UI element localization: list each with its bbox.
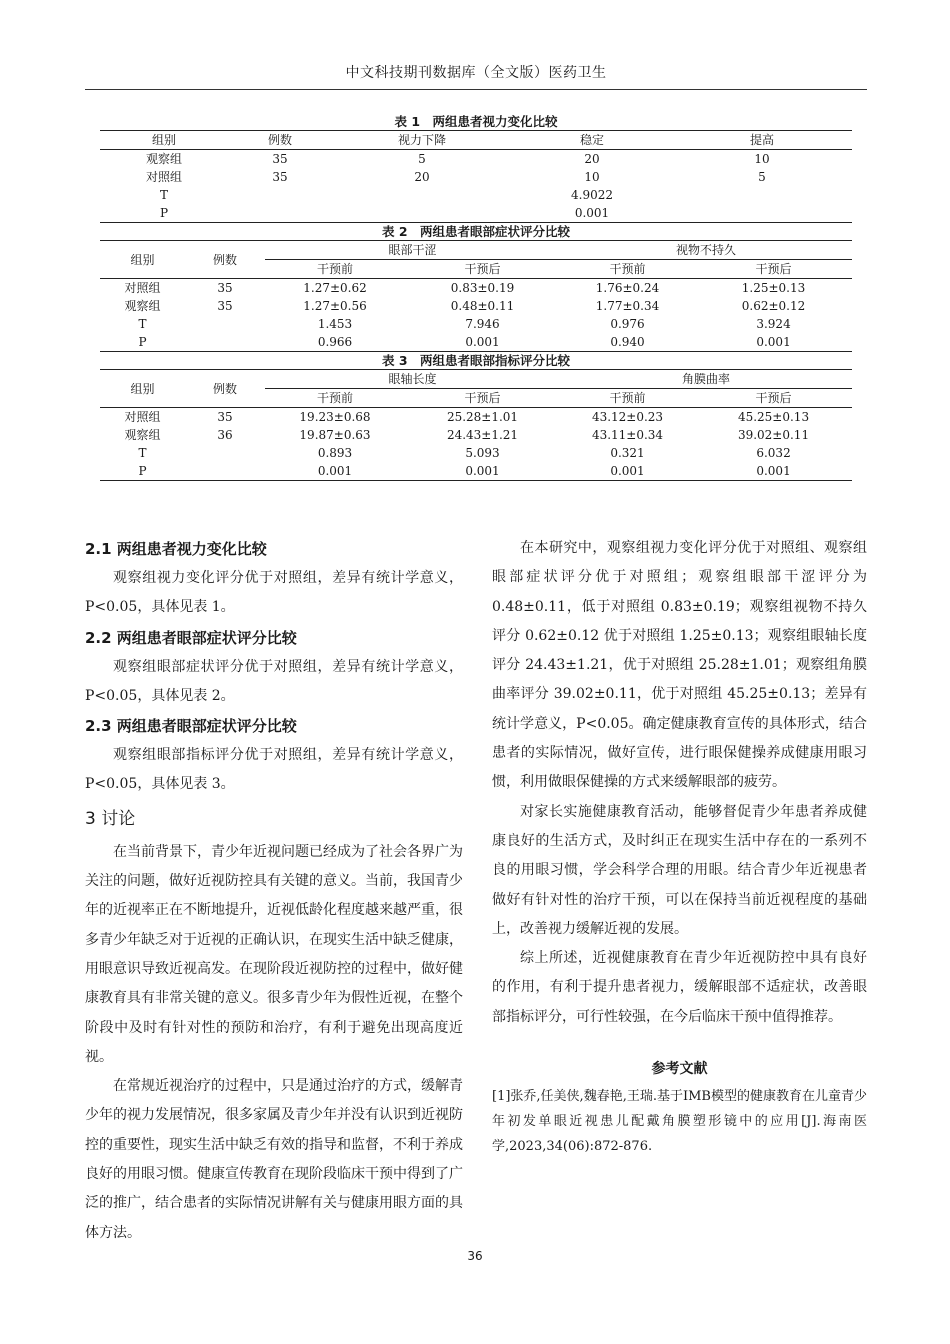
section-2-2-paragraph: 观察组眼部症状评分优于对照组，差异有统计学意义，P<0.05，具体见表 2。 [85,658,463,704]
table-header-cell: 视物不持久 [560,241,852,260]
table-cell: 0.001 [560,462,695,481]
tables-block [100,113,852,481]
table-cell: 43.11±0.34 [591,428,664,442]
table-cell: 0.001 [405,462,560,481]
table1-caption: 表 1 两组患者视力变化比较 [394,114,558,129]
table-cell: 0.001 [405,333,560,352]
table-header-cell: 干预后 [405,260,560,279]
section-2-3-heading: 2.3 两组患者眼部症状评分比较 [85,717,297,736]
table-cell [672,204,852,223]
table-header-cell: 稳定 [512,131,672,150]
left-column [85,534,463,1248]
table-header-cell: 角膜曲率 [560,370,852,389]
table-cell: T [138,317,147,331]
table-header-cell: 干预后 [695,389,852,408]
discussion-paragraph: 在当前背景下，青少年近视问题已经成为了社会各界广为关注的问题，做好近视防控具有关键的意义。当前，我国青少年的近视率正在不断地提升，近视低龄化程度越来越严重，很多青少年缺乏对于近视的正确认识，在现实生活中缺乏健康，用眼意识导致近视高发。在现阶段近视防控的过程中，做好健康教育具有非常关键的意义。很多青少年为假性近视，在整个阶段中及时有针对性的预防和治疗，有利于避免出现高度近视。 [85,843,463,1065]
table-row [100,315,852,333]
table-cell: 35 [272,170,288,184]
table-cell: 7.946 [465,317,500,331]
table-cell: 对照组 [100,408,185,427]
table-cell [228,204,332,223]
table-header-cell: 眼部干涩 [265,241,560,260]
table-cell [332,204,512,223]
journal-header: 中文科技期刊数据库（全文版）医药卫生 [345,65,607,81]
table-cell: T [138,446,147,460]
table-cell [185,315,265,333]
section-2-2-heading: 2.2 两组患者眼部症状评分比较 [85,628,297,647]
table-cell [185,333,265,352]
table-row [100,279,852,298]
table-cell: 1.453 [317,317,353,331]
section-2-1-heading: 2.1 两组患者视力变化比较 [85,540,267,558]
table-cell: 0.976 [610,317,645,331]
table-header-cell: 例数 [185,370,265,408]
table-cell: 1.27±0.62 [265,279,405,298]
discussion-heading: 3 讨论 [85,808,136,829]
table1-header-row [100,131,852,150]
table-header-cell: 干预前 [265,389,405,408]
table3-caption: 表 3 两组患者眼部指标评分比较 [381,353,571,368]
table-cell: 观察组 [100,150,228,169]
table-cell: 0.001 [265,462,405,481]
table-cell: T [159,188,168,202]
table-cell [185,462,265,481]
table-header-cell: 视力下降 [332,131,512,150]
table-cell: 1.27±0.56 [303,299,367,313]
table-row [100,150,852,169]
table-header-cell: 干预前 [265,260,405,279]
table-header-cell: 干预前 [560,260,695,279]
table-cell: 43.12±0.23 [560,408,695,427]
table-cell: 5 [758,170,766,184]
table-cell: 0.48±0.11 [450,299,515,313]
table-cell [672,186,852,204]
table-row [100,408,852,427]
table-row [100,168,852,186]
table-cell: 0.001 [695,462,852,481]
table-cell: 3.924 [756,317,791,331]
table-cell [185,444,265,462]
table-cell: 0.001 [512,204,672,223]
header-rule [85,89,867,90]
table-header-cell: 干预后 [405,389,560,408]
table-row [100,333,852,352]
table-cell: 0.321 [610,446,645,460]
table-cell: 39.02±0.11 [737,428,810,442]
table-cell: 对照组 [145,170,182,184]
table-cell: P [100,204,228,223]
discussion-paragraph: 在常规近视治疗的过程中，只是通过治疗的方式，缓解青少年的视力发展情况，很多家属及青少年并没有认识到近视防控的重要性，现实生活中缺乏有效的指导和监督，不利于养成良好的用眼习惯。健康宣传教育在现阶段临床干预中得到了广泛的推广，结合患者的实际情况讲解有关与健康用眼方面的具体方法。 [85,1078,463,1241]
table-cell: 0.001 [695,333,852,352]
table-row [100,426,852,444]
table-cell: 24.43±1.21 [446,428,519,442]
table3 [100,369,852,481]
references-heading: 参考文献 [651,1061,708,1078]
table-cell: 10 [584,170,600,184]
table-cell: 20 [414,170,430,184]
table2-caption: 表 2 两组患者眼部症状评分比较 [381,224,571,239]
section-2-1-paragraph: 观察组视力变化评分优于对照组，差异有统计学意义，P<0.05，具体见表 1。 [85,570,463,616]
table-cell: 35 [217,299,233,313]
table-header-cell: 眼轴长度 [265,370,560,389]
reference-item: [1]张乔,任美侠,魏春艳,王瑞.基于IMB模型的健康教育在儿童青少年初发单眼近视患儿配戴角膜塑形镜中的应用[J].海南医学,2023,34(06):872-876. [492,1089,867,1155]
table-cell: 25.28±1.01 [405,408,560,427]
table-cell: 观察组 [124,299,161,313]
page-number: 36 [467,1249,483,1263]
table-header-cell: 组别 [100,370,185,408]
table-header-cell: 干预前 [560,389,695,408]
table-cell: 1.77±0.34 [595,299,660,313]
table-cell: 35 [185,408,265,427]
table-header-cell: 干预后 [695,260,852,279]
table-header-cell: 组别 [100,241,185,279]
table-cell: 0.62±0.12 [741,299,806,313]
table-row [100,462,852,481]
table-cell: 35 [185,279,265,298]
table-cell: 5.093 [465,446,500,460]
table3-header-row [100,370,852,389]
table-row [100,204,852,223]
table-cell [332,186,512,204]
table-cell: P [100,462,185,481]
table-cell: 45.25±0.13 [695,408,852,427]
table-cell: 观察组 [124,428,161,442]
conclusion-paragraph: 综上所述，近视健康教育在青少年近视防控中具有良好的作用，有利于提升患者视力，缓解眼部不适症状，改善眼部指标评分，可行性较强，在今后临床干预中值得推荐。 [492,950,867,1025]
table-row [100,444,852,462]
table-header-cell: 提高 [672,131,852,150]
table-cell: 19.23±0.68 [265,408,405,427]
table-cell: 0.83±0.19 [405,279,560,298]
table1 [100,130,852,223]
table-row [100,297,852,315]
table-cell: P [100,333,185,352]
table-cell: 5 [332,150,512,169]
table-header-cell: 例数 [185,241,265,279]
table-cell: 10 [672,150,852,169]
table-cell: 4.9022 [571,188,613,202]
table-cell: 6.032 [756,446,791,460]
table-cell: 1.76±0.24 [560,279,695,298]
table2 [100,240,852,352]
table-cell: 0.966 [265,333,405,352]
discussion-paragraph: 在本研究中，观察组视力变化评分优于对照组、观察组眼部症状评分优于对照组；观察组眼部干涩评分为 0.48±0.11，低于对照组 0.83±0.19；观察组视物不持久评分 0.62±0.12 优于对照组 1.25±0.13；观察组眼轴长度评分 24.43±1.21，优于对照组 25.28±1.01；观察组角膜曲率评分 39.02±0.11，优于对照组 45.25±0.13；差异有统计学意义，P<0.05。确定健康教育宣传的具体形式，结合患者的实际情况，做好宣传，进行眼保健操养成健康用眼习惯，利用做眼保健操的方式来缓解眼部的疲劳。 [492,540,867,791]
table-cell: 对照组 [100,279,185,298]
table-header-cell: 例数 [228,131,332,150]
table-row [100,186,852,204]
table-cell [228,186,332,204]
section-2-3-paragraph: 观察组眼部指标评分优于对照组，差异有统计学意义，P<0.05，具体见表 3。 [85,747,463,793]
discussion-paragraph: 对家长实施健康教育活动，能够督促青少年患者养成健康良好的生活方式，及时纠正在现实生活中存在的一系列不良的用眼习惯，学会科学合理的用眼。结合青少年近视患者做好有针对性的治疗干预，可以在保持当前近视程度的基础上，改善视力缓解近视的发展。 [492,803,867,937]
table-cell: 0.940 [560,333,695,352]
table-cell: 35 [228,150,332,169]
table-cell: 36 [217,428,233,442]
table-cell: 19.87±0.63 [299,428,371,442]
table-cell: 20 [512,150,672,169]
table2-header-row [100,241,852,260]
table-header-cell: 组别 [100,131,228,150]
table-cell: 0.893 [317,446,353,460]
right-column [492,534,867,1159]
table-cell: 1.25±0.13 [695,279,852,298]
